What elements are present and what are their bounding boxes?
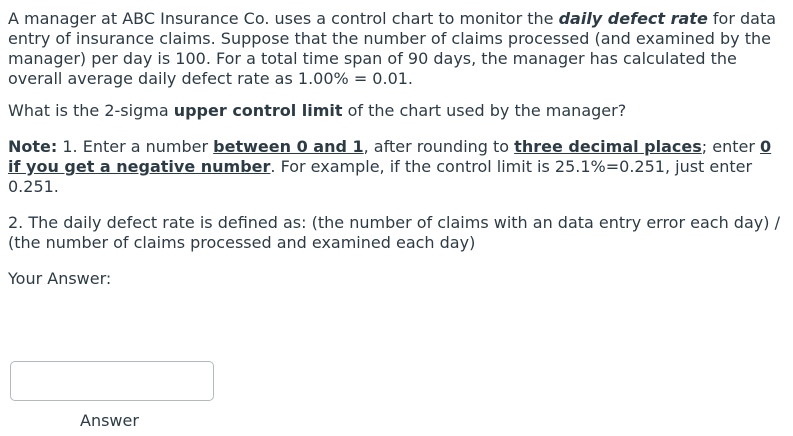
zero-if-negative-emphasis: 0 if you get a negative number — [8, 137, 772, 176]
prompt-text-1: What is the 2-sigma — [8, 101, 174, 120]
question-paragraph-prompt — [8, 101, 784, 121]
intro-text-1: A manager at ABC Insurance Co. uses a control chart to monitor the — [8, 9, 559, 28]
note-text-3: ; enter — [701, 137, 761, 156]
daily-defect-rate-emphasis: daily defect rate — [558, 9, 708, 28]
note-label: Note: — [8, 137, 58, 156]
your-answer-label: Your Answer: — [8, 269, 112, 288]
question-paragraph-definition: 2. The daily defect rate is defined as: (the number of claims with an data entry error each day) / (the number of claims processed and examined each day) — [8, 213, 780, 252]
note-text-4: . For example, if the control limit is 25.1%=0.251, just enter 0.251. — [8, 157, 753, 196]
answer-input[interactable] — [10, 361, 214, 401]
question-paragraph-note — [8, 137, 784, 197]
between-0-and-1-emphasis: between 0 and 1 — [213, 137, 364, 156]
intro-text-2: for data entry of insurance claims. Suppose that the number of claims processed (and examined by the manager) per day is 100. For a total time span of 90 days, the manager has calculated the overall average daily defect rate as 1.00% = 0.01. — [8, 9, 777, 88]
question-text — [8, 9, 784, 289]
prompt-text-2: of the chart used by the manager? — [342, 101, 627, 120]
note-text-2: , after rounding to — [363, 137, 515, 156]
answer-caption: Answer — [80, 411, 139, 430]
three-decimal-places-emphasis: three decimal places — [514, 137, 702, 156]
question-paragraph-intro — [8, 9, 784, 89]
note-text-1: 1. Enter a number — [57, 137, 214, 156]
upper-control-limit-emphasis: upper control limit — [173, 101, 343, 120]
